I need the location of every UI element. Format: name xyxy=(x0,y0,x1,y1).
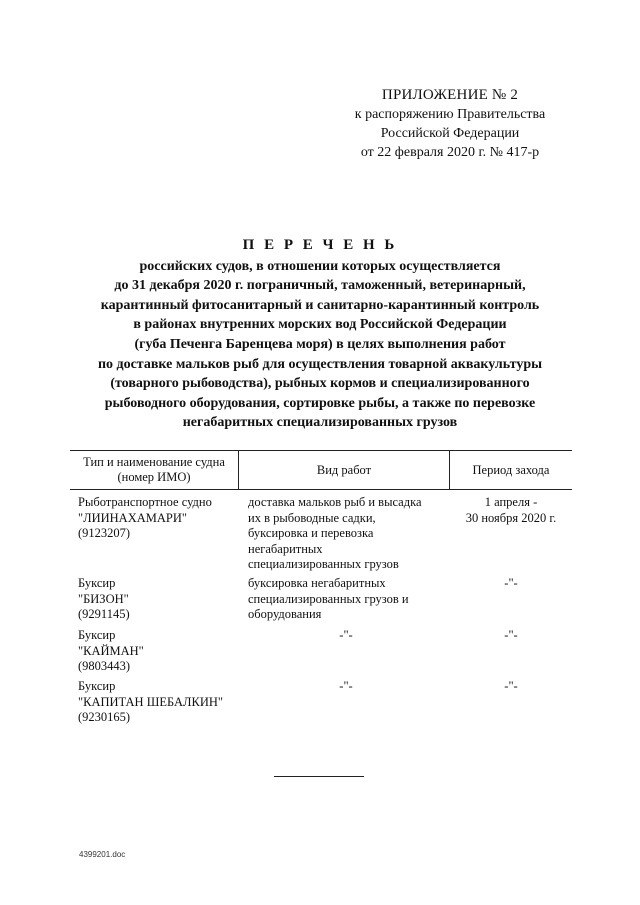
appendix-title: ПРИЛОЖЕНИЕ № 2 xyxy=(381,87,519,103)
work-cell: -"- xyxy=(339,628,353,642)
table-header xyxy=(70,450,572,490)
period-cell: -"- xyxy=(504,628,518,642)
appendix-line-2: Российской Федерации xyxy=(380,126,520,141)
title-line: в районах внутренних морских вод Российской Федерации xyxy=(133,317,507,333)
appendix-header xyxy=(330,86,570,162)
document-title xyxy=(40,236,600,433)
header-vessel xyxy=(70,451,239,489)
period-cell: 1 апреля - 30 ноября 2020 г. xyxy=(465,495,557,525)
vessel-cell: Буксир "КАЙМАН" (9803443) xyxy=(78,628,144,673)
vessel-cell: Буксир "КАПИТАН ШЕБАЛКИН" (9230165) xyxy=(78,679,223,724)
header-period: Период захода xyxy=(472,462,550,477)
file-code: 4399201.doc xyxy=(79,850,126,859)
title-line: (губа Печенга Баренцева моря) в целях выполнения работ xyxy=(134,336,506,352)
work-cell: -"- xyxy=(339,679,353,693)
title-line: негабаритных специализированных грузов xyxy=(182,415,458,431)
vessel-cell: Рыботранспортное судно "ЛИИНАХАМАРИ" (9123207) xyxy=(78,495,212,540)
header-vessel-line-1: Тип и наименование судна xyxy=(83,455,225,469)
work-cell: буксировка негабаритных специализированных грузов и оборудования xyxy=(248,576,409,621)
appendix-line-1: к распоряжению Правительства xyxy=(354,107,546,122)
title-line: (товарного рыбоводства), рыбных кормов и специализированного xyxy=(110,376,530,392)
vessel-cell: Буксир "БИЗОН" (9291145) xyxy=(78,576,130,621)
vessels-table xyxy=(70,450,572,724)
title-line: по доставке мальков рыб для осуществления товарной аквакультуры xyxy=(97,356,543,372)
title-line: до 31 декабря 2020 г. пограничный, таможенный, ветеринарный, xyxy=(114,278,526,294)
period-cell: -"- xyxy=(504,679,518,693)
work-cell: доставка мальков рыб и высадка их в рыбоводные садки, буксировка и перевозка негабаритных специализированных грузов xyxy=(248,495,422,571)
header-work-type: Вид работ xyxy=(239,451,450,489)
appendix-line-3: от 22 февраля 2020 г. № 417-р xyxy=(360,145,540,160)
title-line: российских судов, в отношении которых осуществляется xyxy=(139,258,501,274)
title-heading: П Е Р Е Ч Е Н Ь xyxy=(242,237,398,253)
period-cell: -"- xyxy=(504,576,518,590)
title-line: карантинный фитосанитарный и санитарно-карантинный контроль xyxy=(100,297,540,313)
header-vessel-line-2: (номер ИМО) xyxy=(117,470,191,484)
title-line: рыбоводного оборудования, сортировке рыбы, а также по перевозке xyxy=(104,395,536,411)
closing-separator-line xyxy=(274,776,364,777)
